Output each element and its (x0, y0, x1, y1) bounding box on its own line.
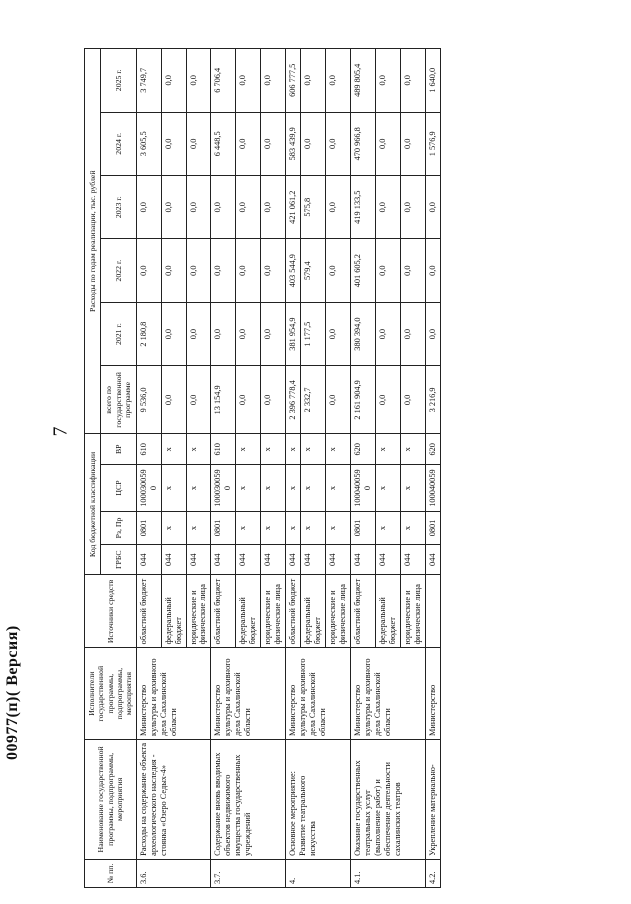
cell-y2023: 0,0 (161, 176, 186, 239)
cell-y2023: 421 061,2 (286, 176, 301, 239)
cell-y2024: 1 576,9 (425, 112, 440, 175)
cell-y2023: 575,8 (301, 176, 326, 239)
cell-y2021: 0,0 (211, 302, 236, 365)
cell-grbs: 044 (425, 544, 440, 575)
cell-rp: х (400, 512, 425, 545)
cell-name: Оказание государственных театральных услуг (выполнение работ) и обеспечение деятельности сахалинских театров (350, 739, 425, 859)
cell-csr: 1000400590 (350, 465, 375, 512)
cell-y2022: 0,0 (161, 239, 186, 302)
cell-src (425, 575, 440, 648)
cell-csr: х (301, 465, 326, 512)
cell-src: областной бюджет (286, 575, 301, 648)
cell-vr: х (261, 434, 286, 465)
cell-y2021: 0,0 (425, 302, 440, 365)
cell-csr: х (236, 465, 261, 512)
header-rp: Рз, Пр (100, 512, 136, 545)
cell-y2024: 0,0 (186, 112, 211, 175)
table-body (136, 49, 440, 888)
cell-y2025: 6 706,4 (211, 49, 236, 113)
header-source: Источники средств (85, 575, 137, 648)
table-row (286, 49, 301, 888)
cell-y2021: 0,0 (375, 302, 400, 365)
cell-tot: 13 154,9 (211, 366, 236, 434)
cell-y2024: 3 605,5 (136, 112, 161, 175)
cell-y2022: 0,0 (326, 239, 351, 302)
page-number: 7 (49, 426, 72, 437)
header-total: всего по государственной программе (100, 366, 136, 434)
cell-vr: х (286, 434, 301, 465)
cell-y2022: 0,0 (211, 239, 236, 302)
cell-executor: Министерство культуры и архивного дела Сахалинской области (136, 648, 211, 740)
header-grbs: ГРБС (100, 544, 136, 575)
cell-src: областной бюджет (350, 575, 375, 648)
cell-y2023: 0,0 (261, 176, 286, 239)
cell-vr: х (161, 434, 186, 465)
cell-y2025: 0,0 (261, 49, 286, 113)
cell-grbs: 044 (301, 544, 326, 575)
header-executor: Исполнители государственной программы, подпрограммы, мероприятия (85, 648, 137, 740)
cell-y2025: 606 777,5 (286, 49, 301, 113)
cell-rp: 0801 (425, 512, 440, 545)
cell-src: юридические и физические лица (400, 575, 425, 648)
cell-grbs: 044 (211, 544, 236, 575)
cell-tot: 0,0 (326, 366, 351, 434)
cell-src: федеральный бюджет (375, 575, 400, 648)
header-2025: 2025 г. (100, 49, 136, 113)
cell-csr: х (400, 465, 425, 512)
cell-vr: х (375, 434, 400, 465)
cell-y2025: 0,0 (236, 49, 261, 113)
cell-y2022: 0,0 (236, 239, 261, 302)
header-csr: ЦСР (100, 465, 136, 512)
cell-y2022: 0,0 (261, 239, 286, 302)
cell-vr: х (400, 434, 425, 465)
cell-y2021: 381 954,9 (286, 302, 301, 365)
cell-rp: х (286, 512, 301, 545)
cell-y2024: 0,0 (400, 112, 425, 175)
cell-rp: х (236, 512, 261, 545)
cell-y2021: 2 180,8 (136, 302, 161, 365)
header-2022: 2022 г. (100, 239, 136, 302)
cell-grbs: 044 (261, 544, 286, 575)
header-expenses: Расходы по годам реализации, тыс. рублей (85, 49, 101, 434)
cell-grbs: 044 (350, 544, 375, 575)
table-row (350, 49, 375, 888)
cell-vr: 620 (350, 434, 375, 465)
cell-tot: 0,0 (375, 366, 400, 434)
cell-y2025: 0,0 (326, 49, 351, 113)
table-row (136, 49, 161, 888)
cell-y2024: 0,0 (326, 112, 351, 175)
cell-y2024: 0,0 (301, 112, 326, 175)
cell-y2023: 0,0 (375, 176, 400, 239)
cell-grbs: 044 (375, 544, 400, 575)
cell-rp: х (326, 512, 351, 545)
header-budget-class: Код бюджетной классификации (85, 434, 101, 575)
cell-rp: х (161, 512, 186, 545)
header-name: Наименование государственной программы, подпрограммы, мероприятия (85, 739, 137, 859)
cell-y2021: 0,0 (261, 302, 286, 365)
cell-vr: х (326, 434, 351, 465)
cell-y2024: 0,0 (236, 112, 261, 175)
header-no: № пп. (85, 859, 137, 887)
cell-csr: 1000300590 (211, 465, 236, 512)
cell-vr: 610 (136, 434, 161, 465)
cell-y2021: 1 177,5 (301, 302, 326, 365)
cell-no: 4.1. (350, 859, 425, 887)
cell-y2023: 0,0 (211, 176, 236, 239)
cell-grbs: 044 (136, 544, 161, 575)
cell-csr: х (326, 465, 351, 512)
cell-y2023: 0,0 (400, 176, 425, 239)
cell-executor: Министерство культуры и архивного дела Сахалинской области (211, 648, 286, 740)
cell-grbs: 044 (326, 544, 351, 575)
cell-csr: х (261, 465, 286, 512)
cell-y2022: 0,0 (136, 239, 161, 302)
cell-src: юридические и физические лица (186, 575, 211, 648)
cell-executor: Министерство культуры и архивного дела Сахалинской области (350, 648, 425, 740)
cell-name: Содержание вновь вводимых объектов недвижимого имущества государственных учреждений (211, 739, 286, 859)
cell-tot: 0,0 (261, 366, 286, 434)
cell-no: 3.6. (136, 859, 211, 887)
cell-src: федеральный бюджет (236, 575, 261, 648)
cell-csr: 1000300590 (136, 465, 161, 512)
cell-y2022: 401 605,2 (350, 239, 375, 302)
cell-rp: х (301, 512, 326, 545)
cell-y2021: 0,0 (161, 302, 186, 365)
cell-y2025: 0,0 (400, 49, 425, 113)
cell-y2023: 419 133,5 (350, 176, 375, 239)
cell-vr: х (236, 434, 261, 465)
cell-src: федеральный бюджет (301, 575, 326, 648)
cell-y2025: 0,0 (186, 49, 211, 113)
cell-y2022: 403 544,9 (286, 239, 301, 302)
cell-tot: 9 536,0 (136, 366, 161, 434)
cell-rp: х (261, 512, 286, 545)
cell-y2025: 0,0 (301, 49, 326, 113)
cell-executor: Министерство культуры и архивного дела Сахалинской области (286, 648, 351, 740)
cell-y2025: 0,0 (375, 49, 400, 113)
cell-rp: х (186, 512, 211, 545)
cell-y2021: 0,0 (236, 302, 261, 365)
cell-csr: х (375, 465, 400, 512)
cell-src: юридические и физические лица (261, 575, 286, 648)
cell-tot: 3 216,9 (425, 366, 440, 434)
cell-no: 4.2. (425, 859, 440, 887)
cell-y2021: 0,0 (400, 302, 425, 365)
cell-grbs: 044 (236, 544, 261, 575)
cell-rp: х (375, 512, 400, 545)
cell-y2021: 0,0 (186, 302, 211, 365)
cell-y2024: 0,0 (161, 112, 186, 175)
cell-grbs: 044 (400, 544, 425, 575)
cell-y2025: 489 805,4 (350, 49, 375, 113)
cell-y2023: 0,0 (136, 176, 161, 239)
cell-y2024: 0,0 (375, 112, 400, 175)
cell-y2025: 1 640,0 (425, 49, 440, 113)
cell-y2022: 0,0 (375, 239, 400, 302)
budget-table (84, 48, 441, 888)
cell-y2024: 0,0 (261, 112, 286, 175)
cell-grbs: 044 (186, 544, 211, 575)
cell-y2025: 3 749,7 (136, 49, 161, 113)
header-vr: ВР (100, 434, 136, 465)
cell-y2023: 0,0 (186, 176, 211, 239)
cell-no: 4. (286, 859, 351, 887)
cell-vr: 620 (425, 434, 440, 465)
cell-vr: х (186, 434, 211, 465)
cell-rp: 0801 (350, 512, 375, 545)
cell-csr: 100040059 (425, 465, 440, 512)
cell-rp: 0801 (211, 512, 236, 545)
footer-stamp: 00977(п)( Версия) (4, 625, 21, 760)
cell-y2025: 0,0 (161, 49, 186, 113)
cell-tot: 0,0 (236, 366, 261, 434)
cell-tot: 2 161 904,9 (350, 366, 375, 434)
cell-no: 3.7. (211, 859, 286, 887)
header-2021: 2021 г. (100, 302, 136, 365)
cell-tot: 2 396 778,4 (286, 366, 301, 434)
cell-grbs: 044 (161, 544, 186, 575)
cell-rp: 0801 (136, 512, 161, 545)
cell-csr: х (186, 465, 211, 512)
cell-src: юридические и физические лица (326, 575, 351, 648)
cell-vr: 610 (211, 434, 236, 465)
cell-y2022: 0,0 (186, 239, 211, 302)
cell-y2023: 0,0 (236, 176, 261, 239)
cell-name: Расходы на содержание объекта археологического наследия - стоянка «Озеро Седых-4» (136, 739, 211, 859)
cell-y2024: 6 448,5 (211, 112, 236, 175)
cell-y2024: 583 439,9 (286, 112, 301, 175)
table-header (85, 49, 137, 888)
header-2024: 2024 г. (100, 112, 136, 175)
table-row (425, 49, 440, 888)
cell-grbs: 044 (286, 544, 301, 575)
cell-y2022: 0,0 (425, 239, 440, 302)
cell-tot: 0,0 (400, 366, 425, 434)
cell-y2024: 470 966,8 (350, 112, 375, 175)
cell-src: областной бюджет (136, 575, 161, 648)
cell-name: Основное мероприятие: Развитие театрального искусства (286, 739, 351, 859)
cell-y2023: 0,0 (425, 176, 440, 239)
cell-csr: х (286, 465, 301, 512)
cell-y2022: 0,0 (400, 239, 425, 302)
cell-tot: 2 332,7 (301, 366, 326, 434)
cell-y2021: 380 394,0 (350, 302, 375, 365)
header-2023: 2023 г. (100, 176, 136, 239)
cell-executor: Министерство (425, 648, 440, 740)
cell-y2023: 0,0 (326, 176, 351, 239)
table-row (211, 49, 236, 888)
cell-tot: 0,0 (161, 366, 186, 434)
document-table-rotated (84, 48, 604, 888)
cell-y2022: 579,4 (301, 239, 326, 302)
cell-name: Укрепление материально- (425, 739, 440, 859)
cell-vr: х (301, 434, 326, 465)
cell-src: федеральный бюджет (161, 575, 186, 648)
cell-src: областной бюджет (211, 575, 236, 648)
cell-y2021: 0,0 (326, 302, 351, 365)
cell-tot: 0,0 (186, 366, 211, 434)
cell-csr: х (161, 465, 186, 512)
